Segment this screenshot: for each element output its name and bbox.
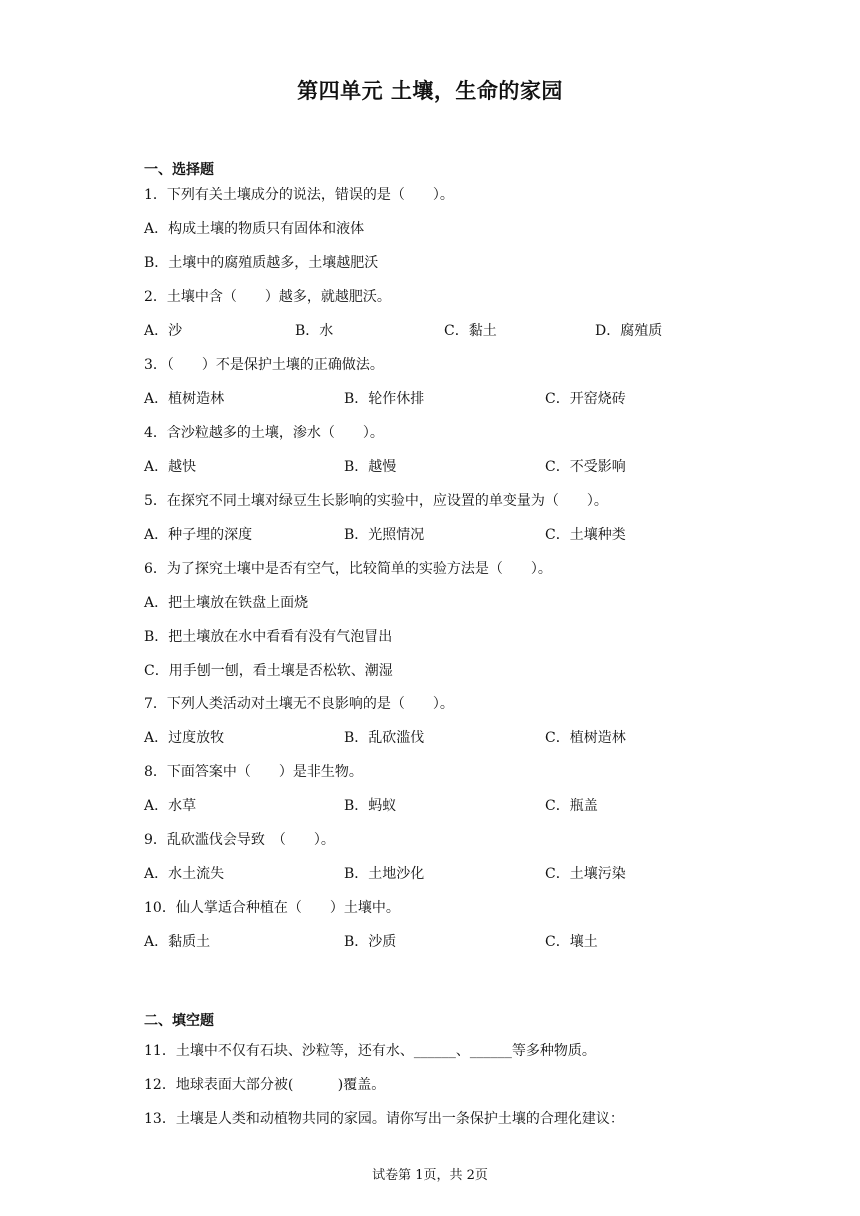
- question-2: 2．土壤中含（ ）越多，就越肥沃。: [144, 289, 391, 305]
- q4-option-b: B．越慢: [344, 459, 397, 475]
- question-3: 3．（ ）不是保护土壤的正确做法。: [144, 357, 384, 373]
- page-title: 第四单元 土壤，生命的家园: [297, 79, 563, 103]
- question-11: 11．土壤中不仅有石块、沙粒等，还有水、______、______等多种物质。: [144, 1043, 596, 1059]
- question-7: 7．下列人类活动对土壤无不良影响的是（ ）。: [144, 696, 454, 712]
- q10-option-a: A．黏质土: [144, 934, 211, 950]
- q6-option-b: B．把土壤放在水中看看有没有气泡冒出: [144, 629, 393, 645]
- q4-option-a: A．越快: [144, 459, 197, 475]
- q7-option-c: C．植树造林: [545, 730, 626, 746]
- q5-option-c: C．土壤种类: [545, 527, 626, 543]
- q10-option-b: B．沙质: [344, 934, 397, 950]
- question-6: 6．为了探究土壤中是否有空气，比较简单的实验方法是（ ）。: [144, 561, 552, 577]
- q2-option-c: C．黏土: [444, 323, 497, 339]
- question-5: 5．在探究不同土壤对绿豆生长影响的实验中，应设置的单变量为（ ）。: [144, 493, 608, 509]
- q6-option-c: C．用手刨一刨，看土壤是否松软、潮湿: [144, 663, 393, 679]
- q8-option-c: C．瓶盖: [545, 798, 598, 814]
- question-1: 1．下列有关土壤成分的说法，错误的是（ ）。: [144, 187, 454, 203]
- q1-option-a: A．构成土壤的物质只有固体和液体: [144, 221, 365, 237]
- q5-option-b: B．光照情况: [344, 527, 425, 543]
- question-9: 9．乱砍滥伐会导致 （ ）。: [144, 832, 335, 848]
- q9-option-a: A．水土流失: [144, 866, 225, 882]
- q8-option-b: B．蚂蚁: [344, 798, 397, 814]
- question-10: 10．仙人掌适合种植在（ ）土壤中。: [144, 900, 400, 916]
- q9-option-c: C．土壤污染: [545, 866, 626, 882]
- q7-option-a: A．过度放牧: [144, 730, 225, 746]
- q2-option-d: D．腐殖质: [595, 323, 663, 339]
- q7-option-b: B．乱砍滥伐: [344, 730, 425, 746]
- q2-option-a: A．沙: [144, 323, 183, 339]
- page-footer: 试卷第 1页，共 2页: [372, 1168, 488, 1183]
- question-13: 13．土壤是人类和动植物共同的家园。请你写出一条保护土壤的合理化建议：: [144, 1111, 624, 1127]
- q3-option-b: B．轮作休排: [344, 391, 425, 407]
- q6-option-a: A．把土壤放在铁盘上面烧: [144, 595, 309, 611]
- q4-option-c: C．不受影响: [545, 459, 626, 475]
- q2-option-b: B．水: [295, 323, 334, 339]
- q5-option-a: A．种子埋的深度: [144, 527, 253, 543]
- q1-option-b: B．土壤中的腐殖质越多，土壤越肥沃: [144, 255, 379, 271]
- question-12: 12．地球表面大部分被( )覆盖。: [144, 1077, 386, 1093]
- q10-option-c: C．壤土: [545, 934, 598, 950]
- q3-option-c: C．开窑烧砖: [545, 391, 626, 407]
- question-8: 8．下面答案中（ ）是非生物。: [144, 764, 363, 780]
- question-4: 4．含沙粒越多的土壤，渗水（ ）。: [144, 425, 384, 441]
- q8-option-a: A．水草: [144, 798, 197, 814]
- q3-option-a: A．植树造林: [144, 391, 225, 407]
- q9-option-b: B．土地沙化: [344, 866, 425, 882]
- section-heading-fill: 二、填空题: [144, 1013, 214, 1029]
- section-heading-choice: 一、选择题: [144, 162, 214, 178]
